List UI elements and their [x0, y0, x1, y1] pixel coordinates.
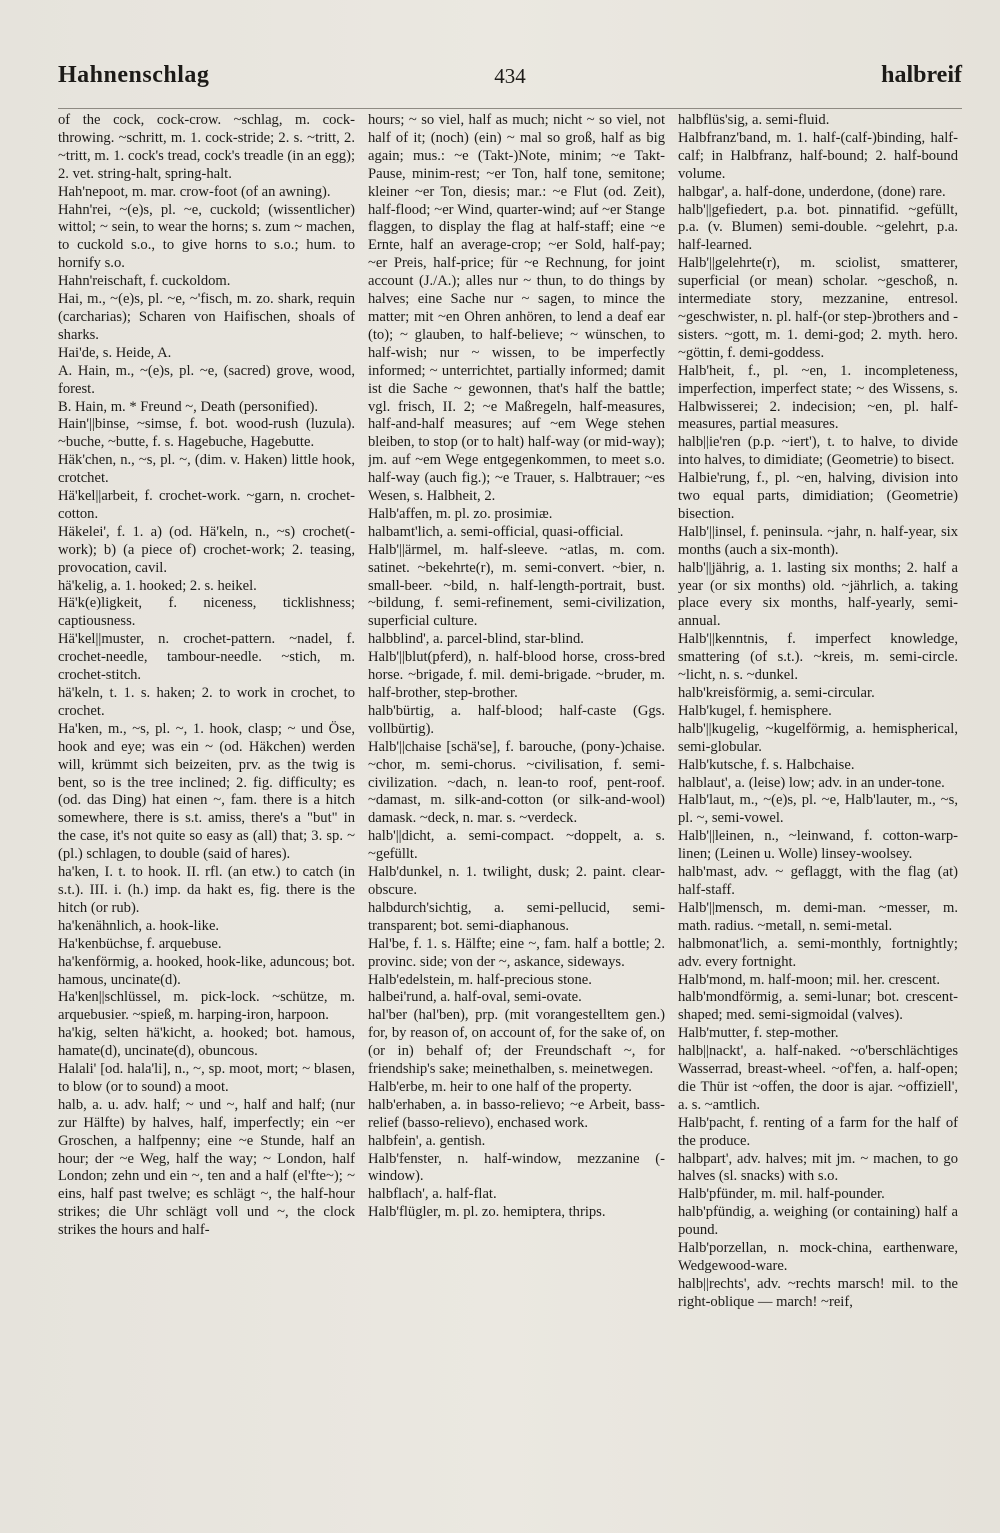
dictionary-entry: Halb'||blut(pferd), n. half-blood horse, cross-bred horse. ~brigade, f. mil. demi-brigade. ~bruder, m. half-brother, step-brother. — [368, 649, 665, 701]
dictionary-entry: halbei'rund, a. half-oval, semi-ovate. — [368, 989, 582, 1006]
dictionary-entry: Halb'laut, m., ~(e)s, pl. ~e, Halb'lauter, m., ~s, pl. ~, semi-vowel. — [678, 792, 958, 827]
dictionary-entry: Halb'||chaise [schä'se], f. barouche, (pony-)chaise. ~chor, m. semi-chorus. ~civilisation, f. semi-civilization. ~dach, n. lean-to roof, pent-roof. ~damast, m. silk-and-cotton (or silk-and-wool) damask. ~deck, n. mar. s. ~verdeck. — [368, 738, 665, 827]
dictionary-entry: Hai, m., ~(e)s, pl. ~e, ~'fisch, m. zo. shark, requin (carcharias); Scharen von Haifischen, shoals of sharks. — [58, 291, 355, 343]
dictionary-entry: ha'kenähnlich, a. hook-like. — [58, 917, 220, 934]
dictionary-entry: halb||nackt', a. half-naked. ~o'berschlächtiges Wasserrad, breast-wheel. ~of'fen, a. half-open; die Thür ist ~offen, the door is ajar. ~offiziell', a. s. ~amtlich. — [678, 1043, 958, 1113]
dictionary-entry: Häk'chen, n., ~s, pl. ~, (dim. v. Haken) little hook, crotchet. — [58, 452, 355, 487]
dictionary-entry: Halb'dunkel, n. 1. twilight, dusk; 2. paint. clear-obscure. — [368, 864, 665, 898]
dictionary-entry: Halb'mutter, f. step-mother. — [678, 1025, 839, 1042]
dictionary-entry: Halb'pacht, f. renting of a farm for the half of the produce. — [678, 1114, 958, 1149]
dictionary-entry: Hai'de, s. Heide, A. — [58, 344, 172, 361]
dictionary-entry: halbdurch'sichtig, a. semi-pellucid, semi-transparent; bot. semi-diaphanous. — [368, 899, 665, 934]
column-1 — [58, 112, 355, 1503]
dictionary-entry: halbamt'lich, a. semi-official, quasi-official. — [368, 523, 624, 540]
dictionary-entry: Hahn'reischaft, f. cuckoldom. — [58, 273, 231, 290]
dictionary-entry: Halbfranz'band, m. 1. half-(calf-)binding, half-calf; in Halbfranz, half-bound; 2. half-bound volume. — [678, 129, 958, 182]
dictionary-entry: halb'||jährig, a. 1. lasting six months; 2. half a year (or six months) old. ~jährlich, a. taking place every six months, half-yearly, semi-annual. — [678, 559, 958, 630]
header-rule — [58, 108, 962, 109]
dictionary-entry: Häkelei', f. 1. a) (od. Hä'keln, n., ~s) crochet(-work); b) (a piece of) crochet-work; 2. teasing, provocation, cavil. — [58, 523, 355, 576]
dictionary-entry: halb'||dicht, a. semi-compact. ~doppelt, a. s. ~gefüllt. — [368, 828, 665, 863]
dictionary-entry: Hah'nepoot, m. mar. crow-foot (of an awning). — [58, 183, 331, 200]
dictionary-entry: Hä'kel||arbeit, f. crochet-work. ~garn, n. crochet-cotton. — [58, 488, 355, 522]
dictionary-entry: Halb'kutsche, f. s. Halbchaise. — [678, 756, 855, 773]
dictionary-entry: halb||ie'ren (p.p. ~iert'), t. to halve, to divide into halves, to dimidiate; (Geometrie) to bisect. — [678, 434, 958, 469]
dictionary-entry: halb'kreisförmig, a. semi-circular. — [678, 685, 875, 701]
dictionary-entry: Halb'fenster, n. half-window, mezzanine (-window). — [368, 1150, 665, 1185]
dictionary-entry: halbpart', adv. halves; mit jm. ~ machen, to go halves (sl. snacks) with s.o. — [678, 1150, 958, 1185]
dictionary-entry: Halb'flügler, m. pl. zo. hemiptera, thrips. — [368, 1204, 606, 1221]
dictionary-entry: Ha'ken||schlüssel, m. pick-lock. ~schütze, m. arquebusier. ~spieß, m. harping-iron, harpoon. — [58, 989, 355, 1024]
dictionary-entry: Halb'edelstein, m. half-precious stone. — [368, 971, 592, 988]
dictionary-entry: halbflach', a. half-flat. — [368, 1186, 497, 1203]
header-left-guideword: Hahnenschlag — [58, 62, 210, 88]
dictionary-entry: Halb'||mensch, m. demi-man. ~messer, m. math. radius. ~metall, n. semi-metal. — [678, 899, 958, 934]
dictionary-entry: halbblind', a. parcel-blind, star-blind. — [368, 631, 584, 648]
dictionary-entry: B. Hain, m. * Freund ~, Death (personified). — [58, 398, 318, 415]
dictionary-entry: hal'ber (hal'ben), prp. (mit vorangestelltem gen.) for, by reason of, on account of, for the sake of, on (or in) behalf of; der Freundschaft ~, for friendship's sake; meinethalben, s. meinetwegen. — [368, 1007, 665, 1078]
dictionary-entry: Halb'affen, m. pl. zo. prosimiæ. — [368, 505, 553, 522]
dictionary-entry: Hä'kel||muster, n. crochet-pattern. ~nadel, f. crochet-needle, tambour-needle. ~stich, m. crochet-stitch. — [58, 631, 355, 684]
dictionary-entry: Halb'kugel, f. hemisphere. — [678, 702, 832, 719]
header-right-guideword: halbreif — [881, 62, 962, 88]
dictionary-entry: Halb'||gelehrte(r), m. sciolist, smatterer, superficial (or mean) scholar. ~geschoß, n. intermediate story, mezzanine, entresol. ~geschwister, n. pl. half-(or step-)brothers and -sisters. ~gott, m. 1. demi-god; 2. myth. hero. ~göttin, f. demi-goddess. — [678, 255, 958, 361]
dictionary-entry: of the cock, cock-crow. ~schlag, m. cock-throwing. ~schritt, m. 1. cock-stride; 2. s. ~tritt, 2. ~tritt, m. 1. cock's tread, cock's treadle (in an egg); 2. vet. string-halt, spring-halt. — [58, 112, 355, 182]
dictionary-entry: Halb'porzellan, n. mock-china, earthenware, Wedgewood-ware. — [678, 1240, 958, 1274]
page-header — [58, 62, 962, 96]
column-2 — [368, 112, 665, 1503]
dictionary-entry: halb'mast, adv. ~ geflaggt, with the flag (at) half-staff. — [678, 864, 958, 898]
dictionary-entry: halbfein', a. gentish. — [368, 1132, 486, 1149]
page-number: 434 — [494, 64, 526, 88]
dictionary-entry: halb'mondförmig, a. semi-lunar; bot. crescent-shaped; med. semi-sigmoidal (valves). — [678, 989, 958, 1024]
dictionary-entry: halb, a. u. adv. half; ~ und ~, half and half; (nur zur Hälfte) by halves, half, imperfectly; ein ~er Groschen, a halfpenny; eine ~e Stunde, half an hour; der ~e Weg, half the way; ~ London, half London; zehn und ein ~, ten and a half (el'fte~); ~ eins, half past twelve; es schlägt ~, the half-hour strikes; die Uhr schlägt voll und ~, the clock strikes the hours and half- — [58, 1096, 355, 1239]
dictionary-entry: halb||rechts', adv. ~rechts marsch! mil. to the right-oblique — march! ~reif, — [678, 1275, 958, 1310]
dictionary-entry: Halb'erbe, m. heir to one half of the property. — [368, 1078, 632, 1095]
dictionary-entry: halb'||gefiedert, p.a. bot. pinnatifid. ~gefüllt, p.a. (v. Blumen) semi-double. ~gelehrt, p.a. half-learned. — [678, 201, 958, 254]
dictionary-entry: Hal'be, f. 1. s. Hälfte; eine ~, fam. half a bottle; 2. provinc. side; von der ~, askance, sideways. — [368, 935, 665, 970]
dictionary-entry: halbflüs'sig, a. semi-fluid. — [678, 112, 830, 128]
dictionary-entry: Hain'||binse, ~simse, f. bot. wood-rush (luzula). ~buche, ~butte, f. s. Hagebuche, Hagebutte. — [58, 416, 355, 451]
dictionary-entry: halb'bürtig, a. half-blood; half-caste (Ggs. vollbürtig). — [368, 702, 665, 737]
dictionary-entry: Halb'||insel, f. peninsula. ~jahr, n. half-year, six months (auch a six-month). — [678, 523, 958, 558]
dictionary-entry: Halb'heit, f., pl. ~en, 1. incompleteness, imperfection, imperfect state; ~ des Wissens, s. Halbwisserei; 2. indecision; ~en, pl. half-measures, partial measures. — [678, 362, 958, 433]
dictionary-entry: Halb'||ärmel, m. half-sleeve. ~atlas, m. com. satinet. ~bekehrte(r), m. semi-convert. ~bier, n. small-beer. ~bild, n. half-length-portrait, bust. ~bildung, f. semi-refinement, semi-civilization, superficial culture. — [368, 541, 665, 630]
dictionary-entry: Halb'||leinen, n., ~leinwand, f. cotton-warp-linen; (Leinen u. Wolle) linsey-woolsey. — [678, 828, 958, 863]
dictionary-entry: halb'erhaben, a. in basso-relievo; ~e Arbeit, bass-relief (basso-relievo), enchased work. — [368, 1096, 665, 1131]
dictionary-entry: ha'ken, I. t. to hook. II. rfl. (an etw.) to catch (in s.t.). III. i. (h.) imp. da hakt es, fig. there is the hitch (or rub). — [58, 864, 355, 916]
dictionary-entry: Hahn'rei, ~(e)s, pl. ~e, cuckold; (wissentlicher) wittol; ~ sein, to wear the horns; s. zum ~ machen, to cuckold s.o., to give horns to s.o.; hum. to hornify s.o. — [58, 201, 355, 272]
dictionary-entry: Halbie'rung, f., pl. ~en, halving, division into two equal parts, dimidiation; (Geometrie) bisection. — [678, 470, 958, 522]
column-3 — [678, 112, 958, 1503]
dictionary-entry: Ha'ken, m., ~s, pl. ~, 1. hook, clasp; ~ und Öse, hook and eye; was ein ~ (od. Häkchen) werden will, krümmt sich beizeiten, prv. as the twig is bent, so is the tree inclined; 2. fig. difficulty; es (od. das Ding) hat einen ~, fam. there is a hitch somewhere, there is s.t. amiss, there's a "but" in the case, it's not quite so easy as (all) that; 3. sp. ~ (pl.) schlagen, to double (said of hares). — [58, 720, 355, 863]
dictionary-entry: halb'pfündig, a. weighing (or containing) half a pound. — [678, 1204, 958, 1239]
dictionary-entry: Ha'kenbüchse, f. arquebuse. — [58, 935, 222, 952]
dictionary-entry: Halb'||kenntnis, f. imperfect knowledge, smattering (of s.t.). ~kreis, m. semi-circle. ~licht, n. s. ~dunkel. — [678, 631, 958, 684]
dictionary-entry: halb'||kugelig, ~kugelförmig, a. hemispherical, semi-globular. — [678, 720, 958, 755]
dictionary-entry: ha'kenförmig, a. hooked, hook-like, aduncous; bot. hamous, uncinate(d). — [58, 953, 355, 988]
dictionary-entry: hä'keln, t. 1. s. haken; 2. to work in crochet, to crochet. — [58, 685, 355, 719]
dictionary-entry: ha'kig, selten hä'kicht, a. hooked; bot. hamous, hamate(d), uncinate(d), obuncous. — [58, 1025, 355, 1060]
dictionary-entry: halbgar', a. half-done, underdone, (done) rare. — [678, 183, 946, 200]
dictionary-entry: A. Hain, m., ~(e)s, pl. ~e, (sacred) grove, wood, forest. — [58, 362, 355, 397]
dictionary-entry: Halali' [od. hala'li], n., ~, sp. moot, mort; ~ blasen, to blow (or to sound) a moot. — [58, 1061, 355, 1095]
dictionary-entry: Halb'mond, m. half-moon; mil. her. crescent. — [678, 971, 941, 988]
dictionary-entry: hours; ~ so viel, half as much; nicht ~ so viel, not half of it; (noch) (ein) ~ mal so groß, half as big again; mus.: ~e (Takt-)Note, minim; ~e Takt-Pause, minim-rest; ~er Ton, half tone, semitone; kleiner ~er Ton, diesis; mar.: ~e Flut (od. Zeit), half-flood; ~er Wind, quarter-wind; auf ~er Stange flaggen, to display the flag at half-staff; eine ~e Ernte, half an average-crop; ~er Sold, half-pay; ~er Preis, half-price; für ~e Rechnung, for joint account (J./A.); alles nur ~ thun, to do things by halves; eine Sache nur ~ sagen, to mince the matter; mit ~en Ohren anhören, to lend a deaf ear (to); ~ glauben, to half-believe; ~ wünschen, to half-wish; nur ~ wissen, to be imperfectly informed; ~ unterrichtet, partially informed; damit ist die Sache ~ gewonnen, that's half the battle; vgl. frisch, II. 2; ~e Maßregeln, half-measures, half-and-half measures; auf ~em Wege stehen bleiben, to stop (or to halt) half-way (or mid-way); jm. auf ~em Wege entgegenkommen, to meet s.o. half-way (auch fig.); ~e Trauer, s. Halbtrauer; ~es Wesen, s. Halbheit, 2. — [368, 112, 665, 505]
dictionary-entry: halbmonat'lich, a. semi-monthly, fortnightly; adv. every fortnight. — [678, 935, 958, 970]
dictionary-entry: hä'kelig, a. 1. hooked; 2. s. heikel. — [58, 577, 257, 594]
dictionary-entry: Hä'k(e)ligkeit, f. niceness, ticklishness; captiousness. — [58, 595, 355, 630]
dictionary-entry: halblaut', a. (leise) low; adv. in an under-tone. — [678, 774, 945, 791]
dictionary-entry: Halb'pfünder, m. mil. half-pounder. — [678, 1186, 885, 1203]
